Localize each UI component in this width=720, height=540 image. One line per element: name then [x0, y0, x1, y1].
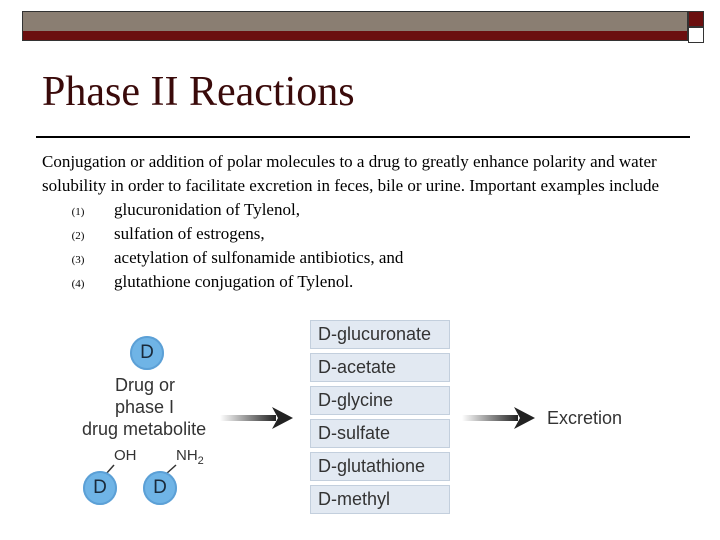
- corner-square-filled: [688, 11, 704, 27]
- conjugate-glucuronate: D-glucuronate: [310, 320, 450, 349]
- list-item: [42, 270, 682, 294]
- list-number: (1): [71, 206, 85, 218]
- drug-circle: D: [130, 336, 164, 370]
- drug-label-line2: phase I: [115, 397, 175, 417]
- list-text: glutathione conjugation of Tylenol.: [114, 272, 354, 291]
- conjugation-figure: [70, 318, 670, 523]
- list-number: (3): [71, 254, 85, 266]
- intro-paragraph: Conjugation or addition of polar molecules to a drug to greatly enhance polarity and water solubility in order to facilitate excretion in feces, bile or urine. Important examples include: [42, 152, 659, 195]
- corner-square-empty: [688, 27, 704, 43]
- conjugate-sulfate: D-sulfate: [310, 419, 450, 448]
- header-bar: [22, 11, 688, 41]
- list-number: (4): [71, 278, 85, 290]
- list-text: acetylation of sulfonamide antibiotics, and: [114, 248, 404, 267]
- examples-list: [42, 198, 682, 294]
- arrow-to-excretion-icon: [462, 406, 537, 430]
- list-text: sulfation of estrogens,: [114, 224, 265, 243]
- conjugate-acetate: D-acetate: [310, 353, 450, 382]
- list-item: [42, 198, 682, 222]
- drug-circle-nh2: D: [143, 471, 177, 505]
- list-item: [42, 222, 682, 246]
- list-item: [42, 246, 682, 270]
- conjugate-glutathione: D-glutathione: [310, 452, 450, 481]
- amine-main: NH: [176, 447, 198, 464]
- title-divider: [36, 136, 690, 138]
- conjugate-glycine: D-glycine: [310, 386, 450, 415]
- amine-subscript: 2: [197, 455, 204, 467]
- drug-circle-oh: D: [83, 471, 117, 505]
- drug-label-line3: drug metabolite: [82, 419, 207, 439]
- slide-title: Phase II Reactions: [42, 69, 355, 115]
- slide-body: [42, 150, 682, 294]
- hydroxyl-label: OH: [114, 447, 137, 464]
- excretion-label: Excretion: [547, 408, 623, 428]
- list-number: (2): [71, 230, 85, 242]
- header-stripe: [23, 31, 687, 40]
- drug-label-line1: Drug or: [115, 375, 176, 395]
- arrow-to-conjugates-icon: [220, 406, 295, 430]
- conjugate-methyl: D-methyl: [310, 485, 450, 514]
- list-text: glucuronidation of Tylenol,: [114, 200, 300, 219]
